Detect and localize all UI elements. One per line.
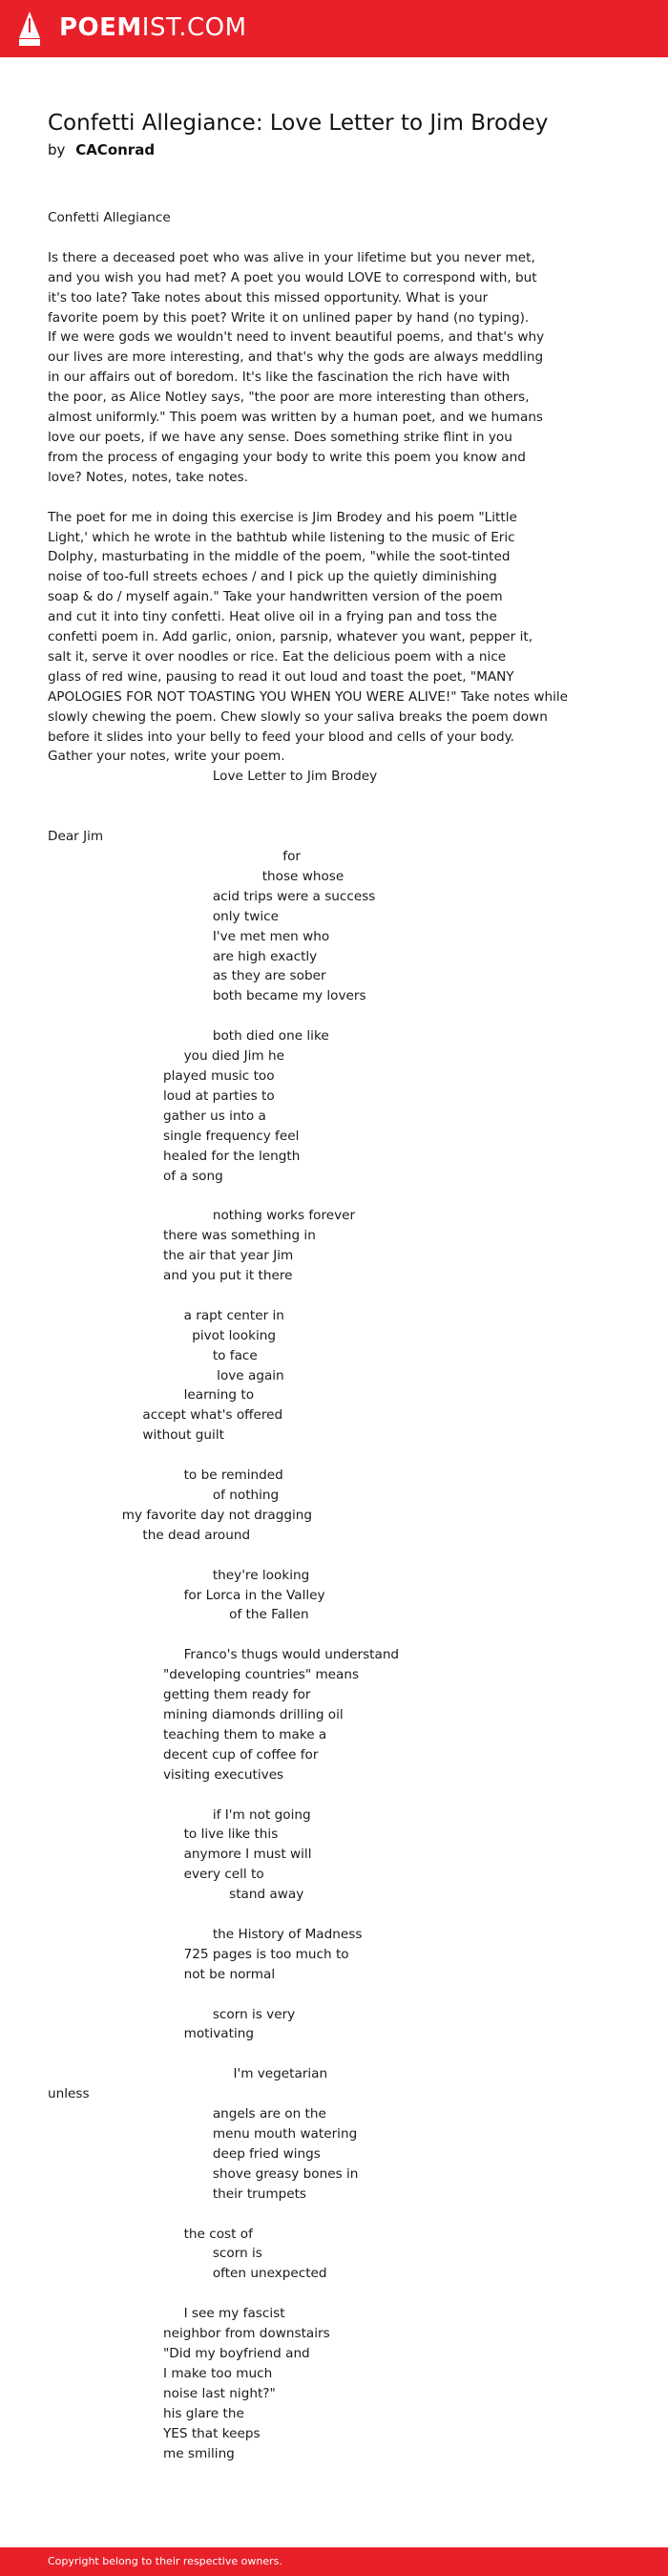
copyright-text: Copyright belong to their respective owners. (48, 2555, 282, 2567)
pen-nib-icon[interactable] (17, 10, 42, 52)
site-logo[interactable] (59, 13, 247, 42)
poem-title: Confetti Allegiance: Love Letter to Jim Brodey (48, 111, 549, 136)
logo-light-text: IST.COM (141, 13, 247, 42)
site-header (0, 0, 668, 57)
by-label: by (48, 141, 66, 158)
poem-body: Confetti Allegiance Is there a deceased poet who was alive in your lifetime but you never met, and you wish you had met? A poet you would LOVE to correspond with, but it's too late? Take notes about this missed opportunity. What is your favorite poem by this poet? Write it on unlined paper by hand (no typing). If we were gods we wouldn't need to invent beautiful poems, and that's why our lives are more interesting, and that's why the gods are always meddling in our affairs out of boredom. It's like the fascination the rich have with the poor, as Alice Notley says, "the poor are more interesting than others, almost uniformly." This poem was written by a human poet, and we humans love our poets, if we have any sense. Does something strike flint in you from the process of engaging your body to write this poem you know and love? Notes, notes, take notes. The poet for me in doing this exercise is Jim Brodey and his poem "Little Light,' which he wrote in the bathtub while listening to the music of Eric Dolphy, masturbating in the middle of the poem, "while the soot-tinted noise of too-full streets echoes / and I pick up the quietly diminishing soap & do / myself again." Take your handwritten version of the poem and cut it into tiny confetti. Heat olive oil in a frying pan and toss the confetti poem in. Add garlic, onion, parsnip, whatever you want, pepper it, salt it, serve it over noodles or rice. Eat the delicious poem with a nice glass of red wine, pausing to read it out loud and toast the poet, "MANY APOLOGIES FOR NOT TOASTING YOU WHEN YOU WERE ALIVE!" Take notes while slowly chewing the poem. Chew slowly so your saliva breaks the poem down before it slides into your belly to feed your blood and cells of your body. Gather your notes, write your poem. Love Letter to Jim Brodey Dear Jim for those whose acid trips were a success only twice I've met men who are high exactly as they are sober both became my lovers both died one like you died Jim he played music too loud at parties to gather us into a single frequency feel healed for the length of a song nothing works forever there was something in the air that year Jim and you put it there a rapt center in pivot looking to face love again learning to accept what's offered without guilt to be reminded of nothing my favorite day not dragging the dead around they're looking for Lorca in the Valley of the Fallen Franco's thugs would understand "developing countries" means getting them ready for mining diamonds drilling oil teaching them to make a decent cup of coffee for visiting executives if I'm not going to live like this anymore I must will every cell to stand away the History of Madness 725 pages is too much to not be normal scorn is very motivating I'm vegetarian unless angels are on the menu mouth watering deep fried wings shove greasy bones in their trumpets the cost of scorn is often unexpected I see my fascist neighbor from downstairs "Did my boyfriend and I make too much noise last night?" his glare the YES that keeps me smiling (48, 210, 568, 2461)
author-link[interactable]: CAConrad (75, 141, 156, 158)
site-footer (0, 2547, 668, 2576)
logo-bold-text: POEM (59, 13, 142, 42)
byline (48, 141, 155, 158)
